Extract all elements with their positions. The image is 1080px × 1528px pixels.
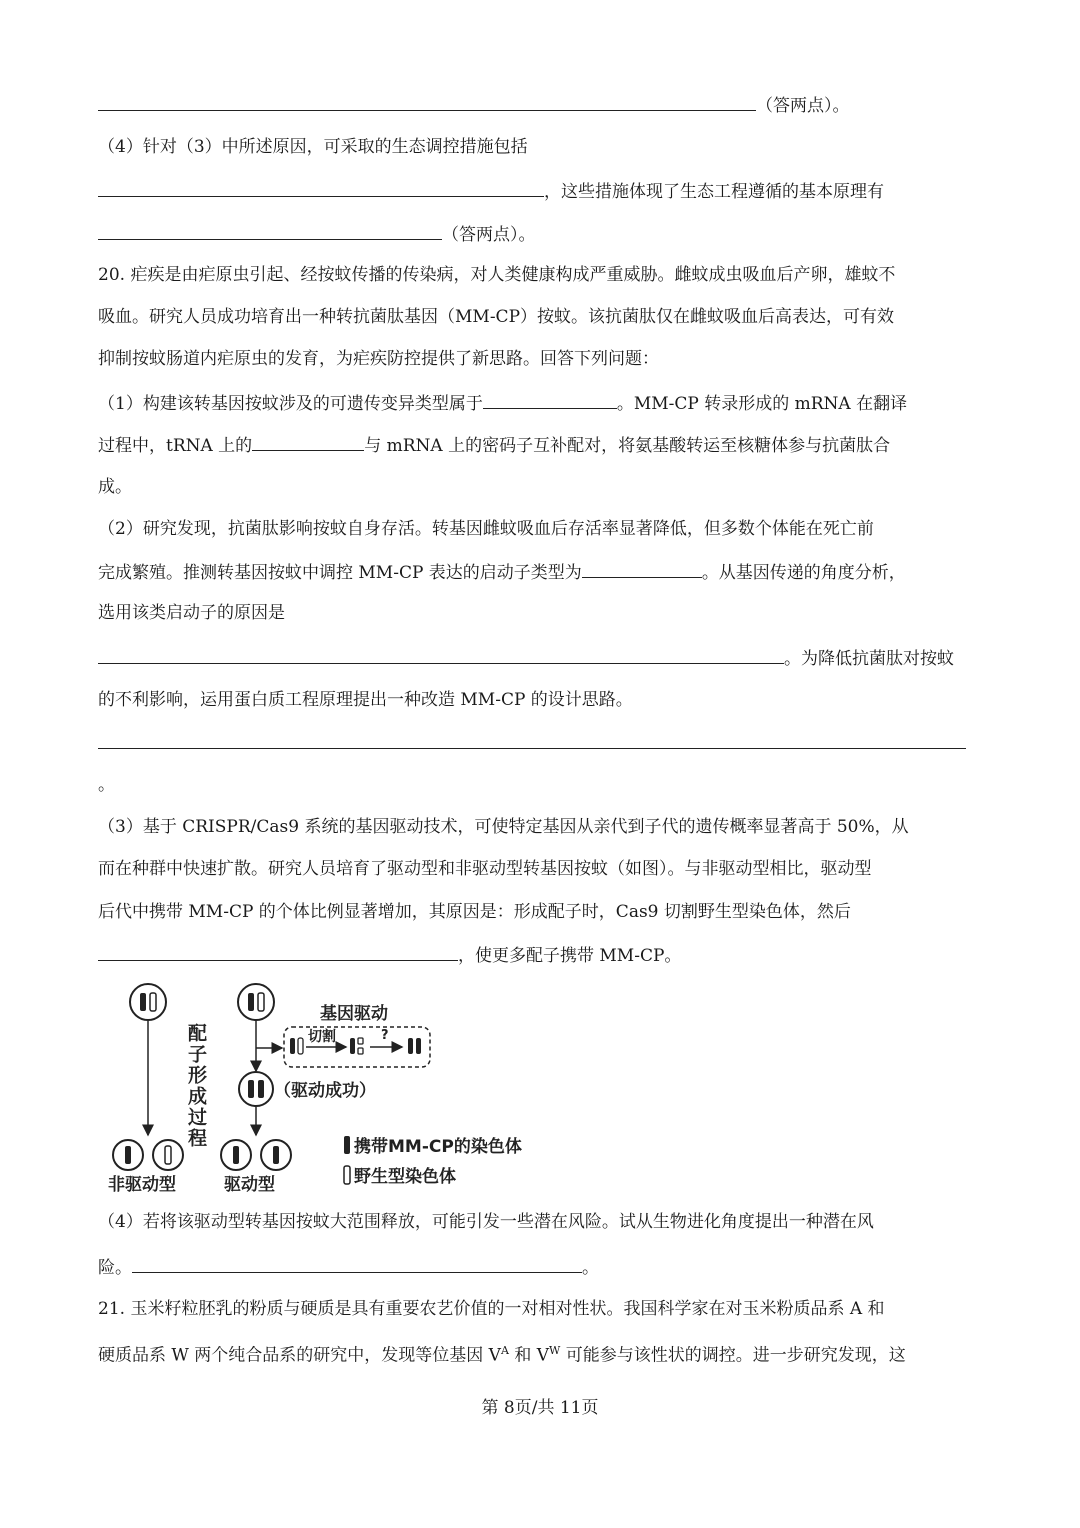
text-line: 抑制按蚊肠道内疟原虫的发育，为疟疾防控提供了新思路。回答下列问题：	[98, 349, 659, 369]
non-drive-label: 非驱动型	[108, 1175, 176, 1195]
answer-blank[interactable]	[98, 221, 442, 240]
text-line: 选用该类启动子的原因是	[98, 603, 285, 623]
legend-wild	[344, 1166, 456, 1187]
text-line: ，这些措施体现了生态工程遵循的基本原理有	[98, 178, 884, 204]
text-line: 完成繁殖。推测转基因按蚊中调控 MM-CP 表达的启动子类型为 。从基因传递的角度分析，	[98, 559, 906, 585]
svg-text:携带MM-CP的染色体: 携带MM-CP的染色体	[354, 1137, 522, 1157]
text-line: （1）构建该转基因按蚊涉及的可遗传变异类型属于 。MM-CP 转录形成的 mRNA 在翻译	[98, 390, 907, 416]
gene-drive-title: 基因驱动	[320, 1004, 388, 1024]
drive-success-cell	[239, 1072, 273, 1106]
answer-blank[interactable]	[98, 730, 966, 749]
text-line: 。为降低抗菌肽对按蚊	[98, 645, 954, 671]
drive-label: 驱动型	[224, 1175, 275, 1195]
question-20-line: 20. 疟疾是由疟原虫引起、经按蚊传播的传染病，对人类健康构成严重威胁。雌蚊成虫吸血后产卵，雄蚊不	[98, 265, 896, 285]
chromosome-pair-before-cut	[290, 1038, 303, 1054]
text-line: （答两点）。	[98, 221, 536, 247]
non-drive-parent-cell	[130, 984, 166, 1020]
text-line: （3）基于 CRISPR/Cas9 系统的基因驱动技术，可使特定基因从亲代到子代的遗传概率显著高于 50%，从	[98, 817, 909, 837]
text-line: 成。	[98, 477, 132, 497]
answer-blank[interactable]	[98, 178, 544, 197]
page-footer: 第 8页/共 11页	[481, 1398, 599, 1418]
answer-blank[interactable]	[582, 559, 702, 578]
drive-parent-cell	[238, 984, 274, 1020]
text-line: （答两点）。	[98, 92, 850, 118]
text-line: （2）研究发现，抗菌肽影响按蚊自身存活。转基因雌蚊吸血后存活率显著降低，但多数个体能在死亡前	[98, 519, 874, 539]
text-line: （4）针对（3）中所述原因，可采取的生态调控措施包括	[98, 137, 528, 157]
text-line: （4）若将该驱动型转基因按蚊大范围释放，可能引发一些潜在风险。试从生物进化角度提出一种潜在风	[98, 1212, 874, 1232]
drive-gamete-1	[221, 1140, 251, 1170]
answer-blank[interactable]	[252, 432, 364, 451]
answer-blank[interactable]	[132, 1254, 582, 1273]
drive-success-label: （驱动成功）	[274, 1081, 376, 1101]
text-line: 的不利影响，运用蛋白质工程原理提出一种改造 MM-CP 的设计思路。	[98, 690, 633, 710]
question-21-line: 21. 玉米籽粒胚乳的粉质与硬质是具有重要农艺价值的一对相对性状。我国科学家在对玉米粉质品系 A 和	[98, 1299, 885, 1319]
text-line: 险。 。	[98, 1254, 599, 1280]
gene-drive-figure	[98, 975, 538, 1197]
legend-carry	[344, 1136, 522, 1157]
answer-blank[interactable]	[98, 645, 784, 664]
cut-label: 切割	[308, 1029, 336, 1045]
answer-blank[interactable]	[98, 942, 458, 961]
text-line: 吸血。研究人员成功培育出一种转抗菌肽基因（MM-CP）按蚊。该抗菌肽仅在雌蚊吸血后高表达，可有效	[98, 307, 895, 327]
chromosome-pair-cut	[350, 1038, 363, 1054]
text-line: 过程中，tRNA 上的 与 mRNA 上的密码子互补配对，将氨基酸转运至核糖体参与抗菌肽合	[98, 432, 890, 458]
text-line: 而在种群中快速扩散。研究人员培育了驱动型和非驱动型转基因按蚊（如图）。与非驱动型相比，驱动型	[98, 859, 872, 879]
text-line: 后代中携带 MM-CP 的个体比例显著增加，其原因是：形成配子时，Cas9 切割野生型染色体，然后	[98, 902, 851, 922]
text-line: 。	[98, 775, 115, 795]
chromosome-pair-after-drive	[408, 1038, 421, 1054]
non-drive-gamete-carry	[113, 1140, 143, 1170]
gamete-formation-label: 配子形成过程	[185, 1023, 207, 1149]
answer-blank[interactable]	[98, 92, 756, 111]
answer-blank[interactable]	[483, 390, 617, 409]
text-line	[98, 730, 966, 756]
question-mark: ?	[381, 1028, 389, 1043]
text-line: ，使更多配子携带 MM-CP。	[98, 942, 681, 968]
svg-text:野生型染色体: 野生型染色体	[354, 1167, 456, 1187]
non-drive-gamete-wild	[153, 1140, 183, 1170]
text-line: 硬质品系 W 两个纯合品系的研究中，发现等位基因 $V^A$ 和 $V^W$ 可能参与该性状的调控。进一步研究发现，这	[98, 1344, 906, 1366]
drive-gamete-2	[261, 1140, 291, 1170]
